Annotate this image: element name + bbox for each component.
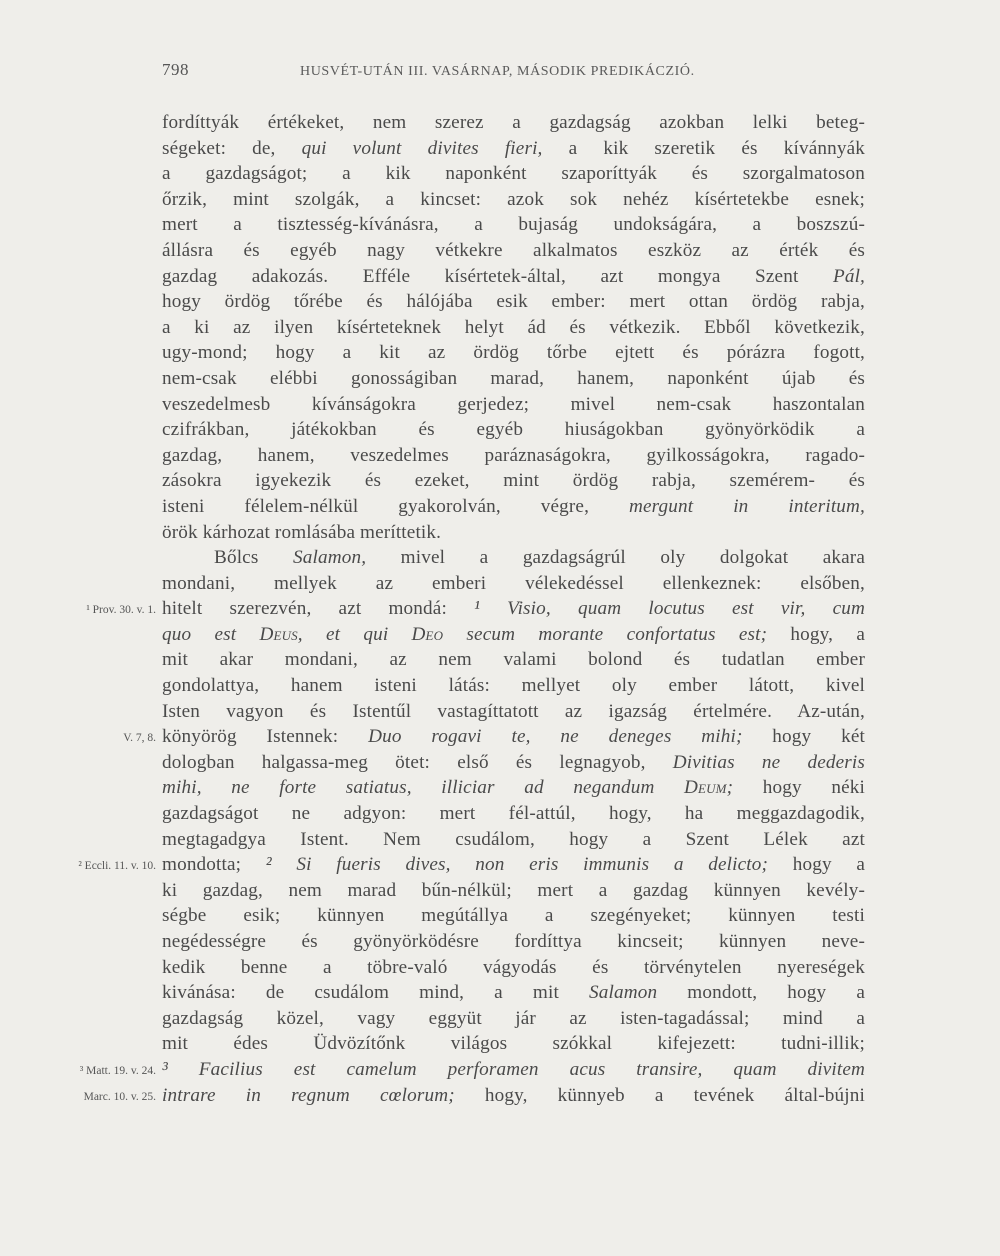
text-line <box>162 468 865 494</box>
marginal-reference: V. 7, 8. <box>123 732 156 745</box>
text-run: ki gazdag, nem marad bűn-nélkül; mert a gazdag künnyen kevély- <box>162 879 865 901</box>
italic-text: ; <box>726 777 734 799</box>
text-run: könyörög Istennek: <box>162 726 369 748</box>
text-run: Isten vagyon és Istentűl vastagíttatott az igazság értelmére. Az-után, <box>162 700 865 722</box>
text-line <box>162 699 865 725</box>
italic-text: Deus <box>259 623 298 645</box>
italic-text: Salamon <box>589 982 658 1004</box>
italic-text: quo est <box>162 623 260 645</box>
text-run: mert a tisztesség-kívánásra, a bujaság undokságára, a boszszú- <box>162 214 865 236</box>
text-run: negédességre és gyönyörködésre fordíttya kincseit; künnyen neve- <box>162 931 865 952</box>
text-run: kivánása: de csudálom mind, a mit <box>162 982 589 1004</box>
text-line <box>162 366 865 392</box>
text-run: Bőlcs <box>214 547 293 569</box>
italic-text: ³ Facilius est camelum perforamen acus transire, quam divitem <box>162 1058 865 1080</box>
text-run: gazdagság közel, vagy eggyüt jár az isten-tagadással; mind a <box>162 1007 865 1029</box>
italic-text: Deo <box>411 623 444 645</box>
text-line <box>162 827 865 853</box>
text-run: mondani, mellyek az emberi vélekedéssel ellenkeznek: elsőben, <box>162 572 865 594</box>
text-run: fordíttyák értékeket, nem szerez a gazdagság azokban lelki beteg- <box>162 112 865 133</box>
text-line <box>162 724 865 750</box>
marginal-reference: ³ Matt. 19. v. 24. <box>79 1065 156 1078</box>
text-run: dologban halgassa-meg ötet: első és legnagyob, <box>162 751 673 773</box>
marginal-reference: ² Eccli. 11. v. 10. <box>78 860 156 873</box>
text-line <box>162 212 865 238</box>
marginal-reference: ¹ Prov. 30. v. 1. <box>86 604 156 617</box>
text-line <box>162 673 865 699</box>
text-run: a ki az ilyen kísérteteknek helyt ád és vétkezik. Ebből következik, <box>162 316 865 338</box>
text-run: gazdag, hanem, veszedelmes paráznaságokra, gyilkosságokra, ragado- <box>162 444 865 466</box>
italic-text: Duo rogavi te, ne deneges mihi; <box>368 726 743 748</box>
italic-text: secum morante confortatus est; <box>443 623 768 645</box>
text-run: hogy néki <box>733 777 865 799</box>
text-run: isteni félelem-nélkül gyakorolván, végre, <box>162 495 629 517</box>
text-line <box>162 878 865 904</box>
text-run: a kik szeretik és kívánnyák <box>542 137 866 159</box>
italic-text: mihi, ne forte satiatus, illiciar ad negandum <box>162 777 685 799</box>
text-line <box>162 340 865 366</box>
text-line <box>162 750 865 776</box>
text-line <box>162 161 865 187</box>
text-run: hogy ördög tőrébe és hálójába esik ember: mert ottan ördög rabja, <box>162 291 865 313</box>
text-line <box>162 264 865 290</box>
text-line <box>162 315 865 341</box>
text-run: ségeket: de, <box>162 137 302 159</box>
italic-text: qui volunt divites fieri, <box>301 137 543 159</box>
text-run: ugy-mond; hogy a kit az ördög tőrbe ejtett és pórázra fogott, <box>162 342 865 364</box>
text-line <box>162 929 865 955</box>
text-line <box>162 571 865 597</box>
text-line <box>162 1006 865 1032</box>
italic-text: , et qui <box>297 623 412 645</box>
text-line <box>162 801 865 827</box>
text-run: megtagadgya Istent. Nem csudálom, hogy a Szent Lélek azt <box>162 828 865 850</box>
text-run: gazdagságot ne adgyon: mert fél-attúl, hogy, ha meggazdagodik, <box>162 803 865 825</box>
text-run: mondott, hogy a <box>657 982 865 1004</box>
text-line <box>162 980 865 1006</box>
text-run: a gazdagságot; a kik naponként szaporíttyák és szorgalmatoson <box>162 163 865 185</box>
text-line <box>162 903 865 929</box>
text-line <box>162 110 865 136</box>
running-head: HUSVÉT-UTÁN III. VASÁRNAP, MÁSODIK PREDIKÁCZIÓ. <box>300 64 695 79</box>
text-line <box>162 417 865 443</box>
text-run: állásra és egyéb nagy vétkekre alkalmatos eszköz az érték és <box>162 239 865 261</box>
text-line <box>162 238 865 264</box>
italic-text: Deum <box>684 777 727 799</box>
text-run: nem-csak elébbi gonosságiban marad, hanem, naponként újab és <box>162 367 865 389</box>
text-run: hogy, künnyeb a tevének által-bújni <box>454 1084 865 1106</box>
text-line <box>162 392 865 418</box>
text-line <box>162 545 865 571</box>
text-run: hitelt szerezvén, azt mondá: <box>162 598 475 620</box>
text-run: kedik benne a töbre-való vágyodás és törvénytelen nyereségek <box>162 956 865 978</box>
italic-text: Salamon, <box>292 547 367 569</box>
italic-text: ² Si fueris dives, non eris immunis a delicto; <box>265 854 769 876</box>
text-run: hogy a <box>768 854 865 876</box>
text-run: mit akar mondani, az nem valami bolond és tudatlan ember <box>162 649 865 671</box>
text-run: ségbe esik; künnyen megútállya a szegényeket; künnyen testi <box>162 905 865 927</box>
text-run: őrzik, mint szolgák, a kincset: azok sok nehéz kísértetekbe esnek; <box>162 188 865 210</box>
italic-text: Divitias ne dederis <box>672 751 865 773</box>
text-line <box>162 136 865 162</box>
text-line <box>162 494 865 520</box>
marginal-reference: Marc. 10. v. 25. <box>83 1090 156 1103</box>
italic-text: Pál, <box>832 265 865 287</box>
text-line <box>162 775 865 801</box>
italic-text: ¹ Visio, quam locutus est vir, cum <box>474 598 865 620</box>
text-line <box>162 622 865 648</box>
text-line <box>162 1057 865 1083</box>
text-line <box>162 1031 865 1057</box>
text-run: mivel a gazdagságrúl oly dolgokat akara <box>366 547 865 569</box>
text-line <box>162 596 865 622</box>
italic-text: intrare in regnum cœlorum; <box>162 1084 455 1106</box>
page-number: 798 <box>162 60 189 79</box>
text-line <box>162 443 865 469</box>
text-run: zásokra igyekezik és ezeket, mint ördög rabja, szemérem- és <box>162 470 865 492</box>
text-run: hogy két <box>742 726 865 748</box>
text-run: czifrákban, játékokban és egyéb hiuságokban gyönyörködik a <box>162 419 865 441</box>
text-run: gondolattya, hanem isteni látás: mellyet oly ember látott, kivel <box>162 675 865 697</box>
text-line <box>162 1083 865 1109</box>
text-line <box>162 187 865 213</box>
text-run: mit édes Üdvözítőnk világos szókkal kifejezett: tudni-illik; <box>162 1033 865 1055</box>
text-line <box>162 852 865 878</box>
text-run: örök kárhozat romlásába meríttetik. <box>162 521 442 543</box>
text-run: hogy, a <box>767 623 865 645</box>
text-line <box>162 647 865 673</box>
text-line <box>162 955 865 981</box>
text-run: gazdag adakozás. Efféle kísértetek-által, azt mongya Szent <box>162 265 833 287</box>
body-text <box>162 110 865 1108</box>
italic-text: mergunt in interitum, <box>628 495 866 517</box>
text-run: mondotta; <box>162 854 266 876</box>
text-line <box>162 520 865 546</box>
text-line <box>162 289 865 315</box>
text-run: veszedelmesb kívánságokra gerjedez; mivel nem-csak haszontalan <box>162 393 865 415</box>
